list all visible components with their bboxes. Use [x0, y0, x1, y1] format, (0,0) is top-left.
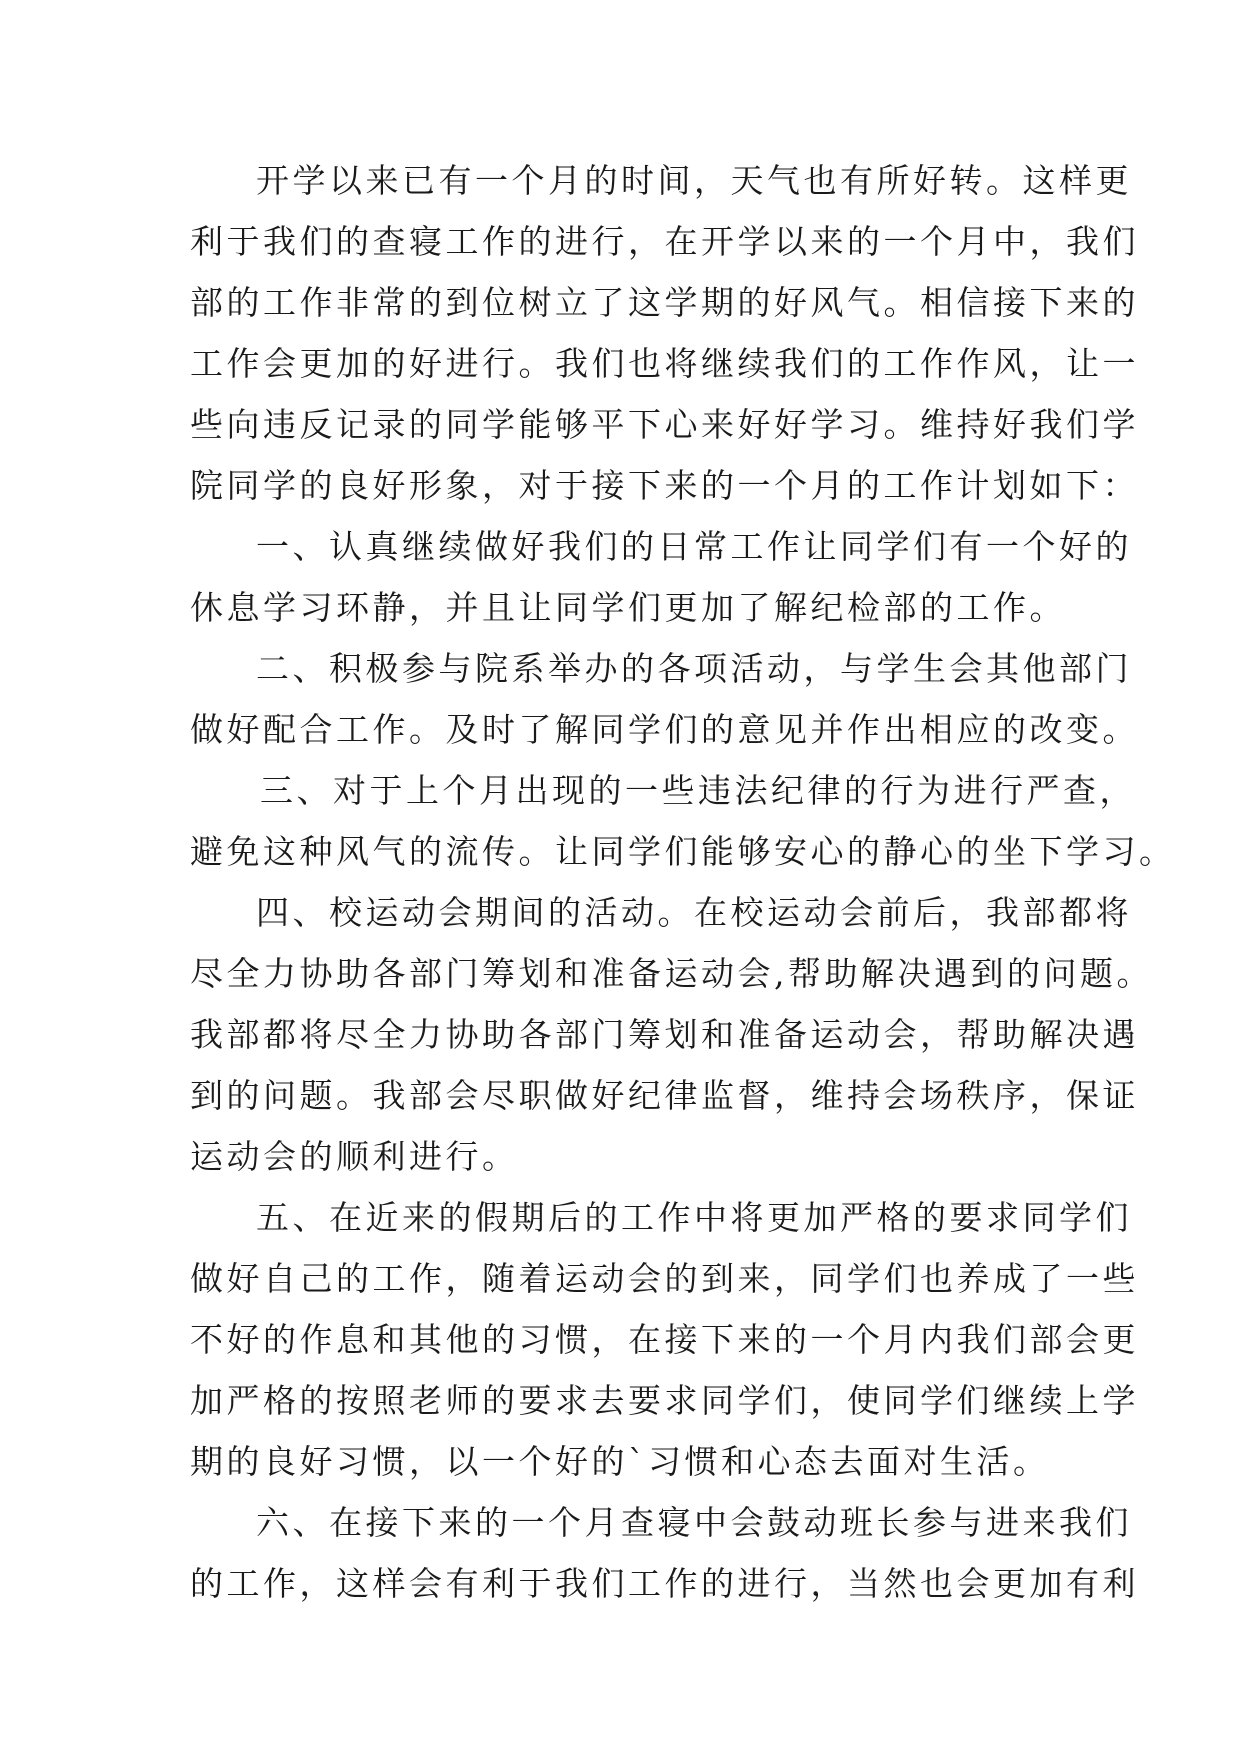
text-line: 不好的作息和其他的习惯，在接下来的一个月内我们部会更: [190, 1320, 1139, 1359]
text-line: 二、积极参与院系举办的各项活动，与学生会其他部门: [256, 649, 1132, 688]
text-line: 做好配合工作。及时了解同学们的意见并作出相应的改变。: [190, 710, 1139, 749]
text-line: 院同学的良好形象，对于接下来的一个月的工作计划如下：: [190, 466, 1139, 505]
text-line: 一、认真继续做好我们的日常工作让同学们有一个好的: [256, 527, 1132, 566]
text-line: 做好自己的工作，随着运动会的到来，同学们也养成了一些: [190, 1259, 1139, 1298]
text-line: 五、在近来的假期后的工作中将更加严格的要求同学们: [256, 1198, 1132, 1237]
text-line: 到的问题。我部会尽职做好纪律监督，维持会场秩序，保证: [190, 1076, 1139, 1115]
text-line: 四、校运动会期间的活动。在校运动会前后，我部都将: [256, 893, 1132, 932]
text-line: 六、在接下来的一个月查寝中会鼓动班长参与进来我们: [256, 1503, 1132, 1542]
document-body: [190, 150, 1176, 1614]
text-line: 开学以来已有一个月的时间，天气也有所好转。这样更: [256, 161, 1132, 200]
text-line: 休息学习环静，并且让同学们更加了解纪检部的工作。: [190, 588, 1066, 627]
text-line: 部的工作非常的到位树立了这学期的好风气。相信接下来的: [190, 283, 1139, 322]
text-line: 利于我们的查寝工作的进行，在开学以来的一个月中，我们: [190, 222, 1139, 261]
text-line: 加严格的按照老师的要求去要求同学们，使同学们继续上学: [190, 1381, 1139, 1420]
text-line: 三、对于上个月出现的一些违法纪律的行为进行严查，: [260, 771, 1136, 810]
text-line: 期的良好习惯，以一个好的`习惯和心态去面对生活。: [190, 1442, 1050, 1481]
text-line: 尽全力协助各部门筹划和准备运动会,帮助解决遇到的问题。: [190, 954, 1153, 993]
text-line: 我部都将尽全力协助各部门筹划和准备运动会，帮助解决遇: [190, 1015, 1139, 1054]
text-line: 运动会的顺利进行。: [190, 1137, 519, 1176]
text-line: 工作会更加的好进行。我们也将继续我们的工作作风，让一: [190, 344, 1139, 383]
text-line: 的工作，这样会有利于我们工作的进行，当然也会更加有利: [190, 1564, 1139, 1603]
text-line: 避免这种风气的流传。让同学们能够安心的静心的坐下学习。: [190, 832, 1176, 871]
text-line: 些向违反记录的同学能够平下心来好好学习。维持好我们学: [190, 405, 1139, 444]
